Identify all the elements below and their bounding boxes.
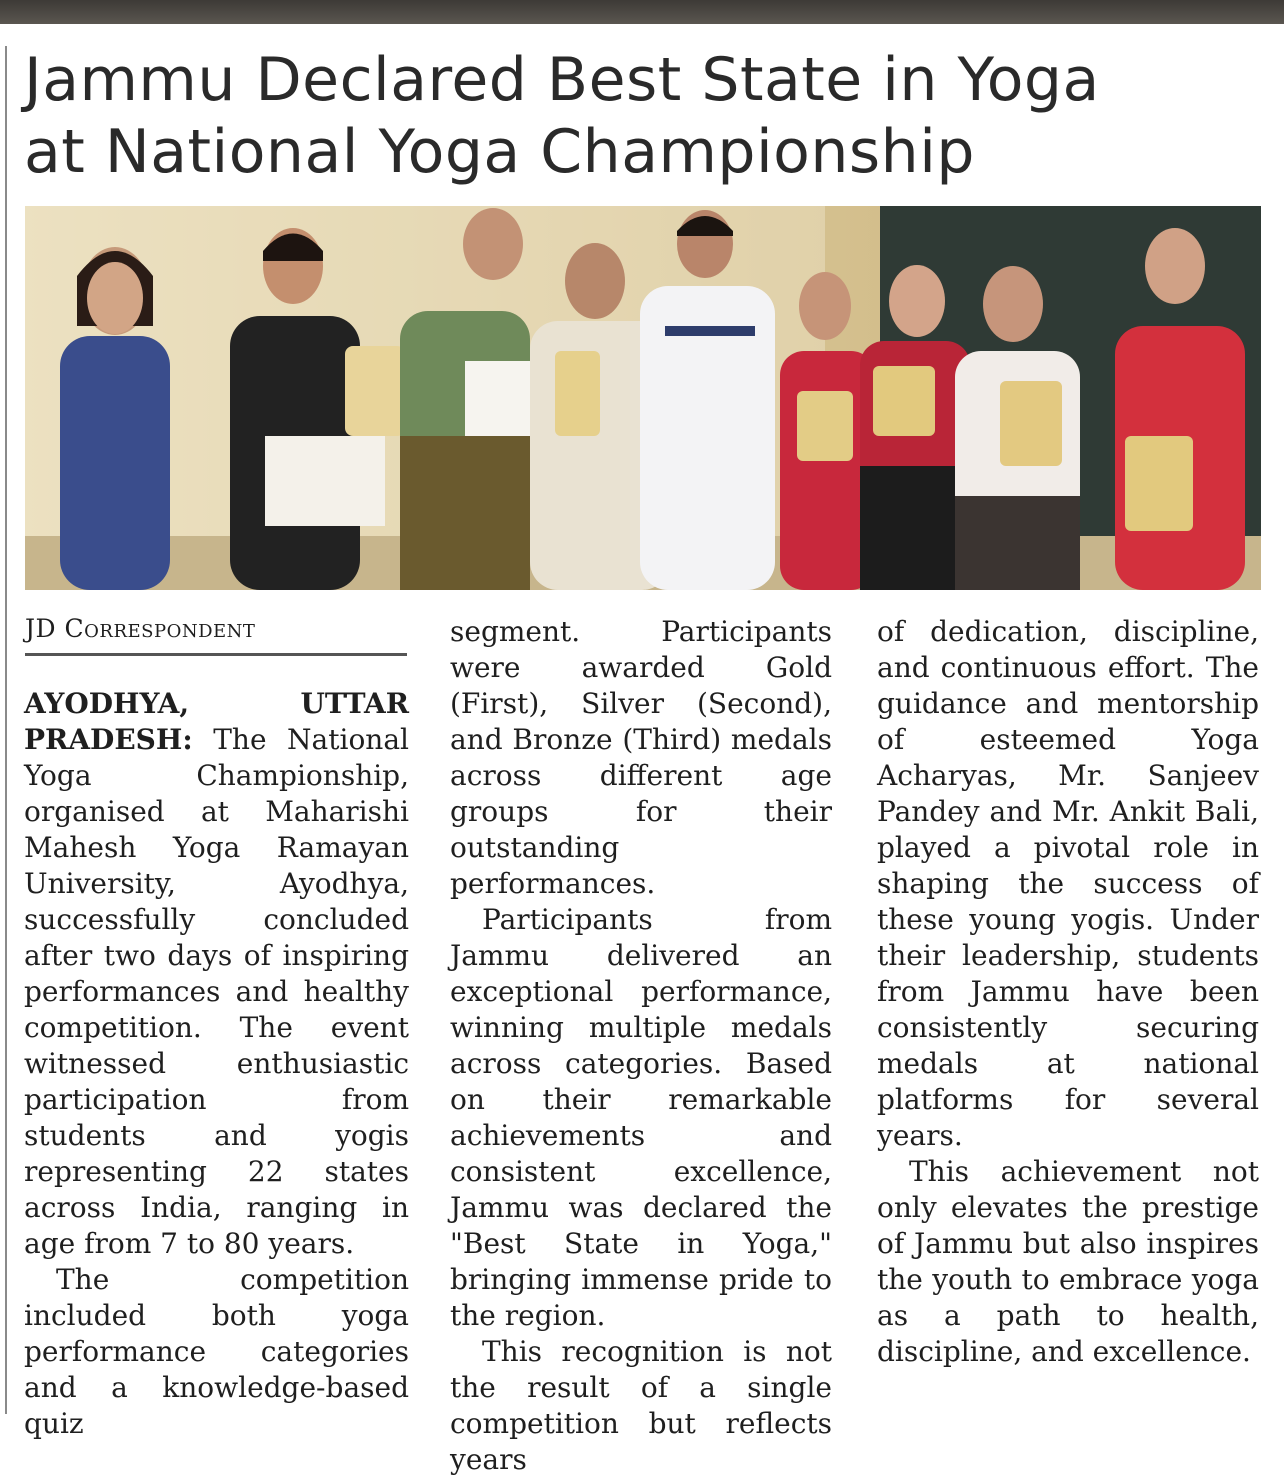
headline-line-2: at National Yoga Championship — [24, 117, 975, 187]
article-paragraph-4-start: This recognition is not the result of a single competition but reflects years — [450, 1335, 832, 1476]
article-paragraph-1 — [24, 686, 409, 1262]
byline: JD Correspondent — [25, 614, 407, 656]
group-photo — [25, 206, 1261, 590]
article-paragraph-2-end: segment. Participants were awarded Gold (First), Silver (Second), and Bronze (Third) medals across different age groups for their outstanding performances. — [450, 615, 832, 900]
dateline: AYODHYA, UTTAR PRADESH: — [24, 687, 409, 756]
article-paragraph-3: Participants from Jammu delivered an exceptional performance, winning multiple medals across categories. Based on their remarkable achievements and consistent excellence, Jammu was declared the "Best State in Yoga," bringing immense pride to the region. — [450, 903, 832, 1332]
headline-line-1: Jammu Declared Best State in Yoga — [24, 45, 1100, 115]
headline — [24, 44, 1274, 188]
column-rule — [5, 46, 7, 1414]
article-paragraph-4-end: of dedication, discipline, and continuous effort. The guidance and mentorship of esteemed Yoga Acharyas, Mr. Sanjeev Pandey and Mr. Ankit Bali, played a pivotal role in shaping the success of these young yogis. Under their leadership, students from Jammu have been consistently securing medals at national platforms for several years. — [877, 615, 1259, 1152]
article-column-3 — [877, 614, 1259, 1370]
top-bar — [0, 0, 1284, 24]
paragraph-1-text: The National Yoga Championship, organised at Maharishi Mahesh Yoga Ramayan University, Ayodhya, successfully concluded after two days of inspiring performances and healthy competition. The event witnessed enthusiastic participation from students and yogis representing 22 states across India, ranging in age from 7 to 80 years. — [24, 723, 409, 1260]
article-paragraph-2-start: The competition included both yoga performance categories and a knowledge-based quiz — [24, 1263, 409, 1440]
article-column-2 — [450, 614, 832, 1478]
article-paragraph-5: This achievement not only elevates the prestige of Jammu but also inspires the youth to embrace yoga as a path to health, discipline, and excellence. — [877, 1155, 1259, 1368]
article-column-1 — [24, 686, 409, 1442]
